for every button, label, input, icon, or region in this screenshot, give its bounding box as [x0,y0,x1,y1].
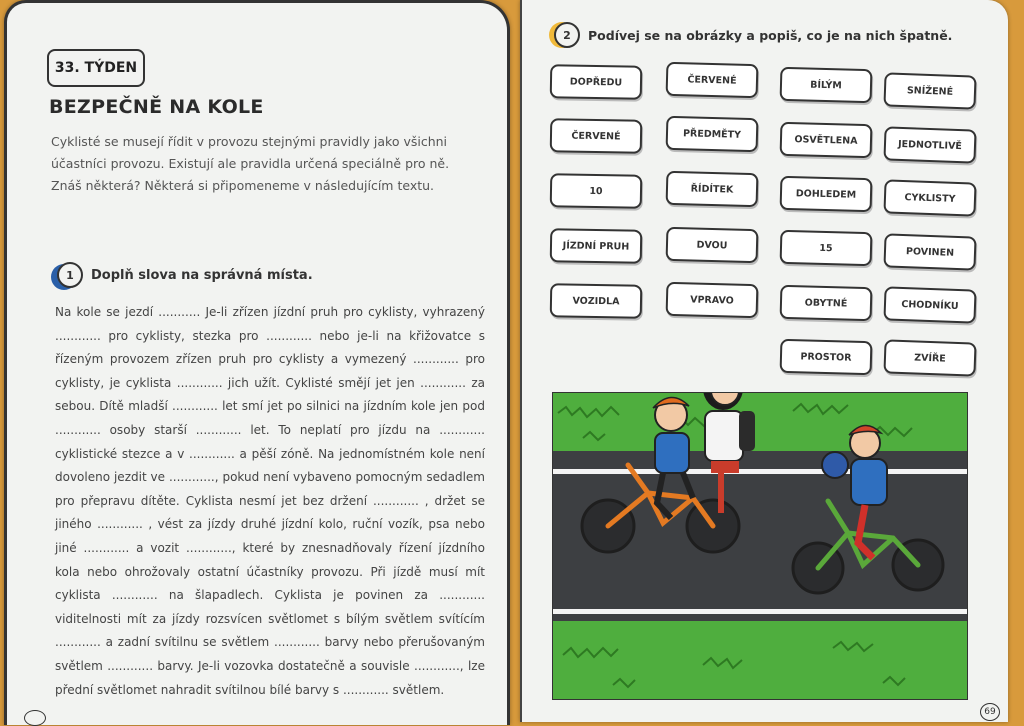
intro-paragraph: Cyklisté se musejí řídit v provozu stejnými pravidly jako všichni účastníci provozu. Existují ale pravidla určená speciálně pro ně. Znáš některá? Některá si připomeneme v následujícím textu. [51,134,450,193]
street-scene-image [553,393,967,699]
week-label: 33. TÝDEN [47,49,145,87]
left-page-number-marker [24,710,46,726]
word-card: ČERVENÉ [550,118,643,154]
word-card: JÍZDNÍ PRUH [550,228,643,264]
word-card: DOHLEDEM [780,176,873,212]
word-card: OSVĚTLENA [780,122,873,158]
word-card: SNÍŽENÉ [883,72,976,109]
word-card: JEDNOTLIVĚ [883,126,976,163]
word-card: BÍLÝM [780,67,873,103]
task-2-header [554,22,952,48]
task-1-instruction: Doplň slova na správná místa. [91,267,313,283]
word-card: ČERVENÉ [666,62,759,98]
page-number: 69 [980,703,1000,721]
word-card: CHODNÍKU [883,286,976,323]
left-page [4,0,510,725]
word-card: 10 [550,173,643,209]
word-card: POVINEN [883,233,976,270]
word-card: DVOU [666,227,759,263]
word-card: DOPŘEDU [550,64,643,100]
word-card: VOZIDLA [550,283,643,319]
word-card: VPRAVO [666,282,759,318]
task-1-header [57,262,313,288]
task-2-instruction: Podívej se na obrázky a popiš, co je na nich špatně. [588,27,953,43]
word-card: PŘEDMĚTY [666,116,759,152]
cyclists-illustration [552,392,968,700]
word-card: PROSTOR [780,339,873,375]
word-card: OBYTNÉ [780,285,873,321]
task-2-number-badge: 2 [554,22,580,48]
word-card: 15 [780,230,873,266]
word-card: CYKLISTY [883,179,976,216]
word-card: ZVÍŘE [883,339,976,376]
task-1-number-badge: 1 [57,262,83,288]
word-card: ŘÍDÍTEK [666,171,759,207]
page-title: BEZPEČNĚ NA KOLE [49,96,264,118]
fill-in-text: Na kole se jezdí ........... Je-li zřízen jízdní pruh pro cyklisty, vyhrazený ............ pro cyklisty, stezka pro ............ nebo je-li na křižovatce s řízeným provozem zřízen pruh pro cyklisty a vymezený ............ pro cyklisty, je cyklista ............ jich užít. Cyklisté smějí jet jen ............ za sebou. Dítě mladší ............ let smí jet po silnici na jízdním kole jen pod ............ osoby starší ............ let. To neplatí pro jízdu na ............ cyklistické stezce a v ............ a pěší zóně. Na jednomístném kole není dovoleno jezdit ve ............, pokud není vybaveno pomocným sedadlem pro přepravu dítěte. Cyklista nesmí jet bez držení ............ , držet se jiného ............ , vést za jízdy druhé jízdní kolo, ruční vozík, psa nebo jiné ............ a vozit ............, které by znesnadňovaly řízení jízdního kola nebo ohrožovaly ostatní účastníky provozu. Při jízdě musí mít cyklista ............ na šlapadlech. Cyklista je povinen za ............ viditelnosti mít za jízdy rozsvícen světlomet s bílým světlem svítícím ............ a zadní svítilnu se světlem ............ barvy nebo přerušovaným světlem ............ barvy. Je-li vozovka dostatečně a souvisle ............, lze přední světlomet nahradit svítilnou bílé barvy s ............ světlem. [55,305,485,697]
